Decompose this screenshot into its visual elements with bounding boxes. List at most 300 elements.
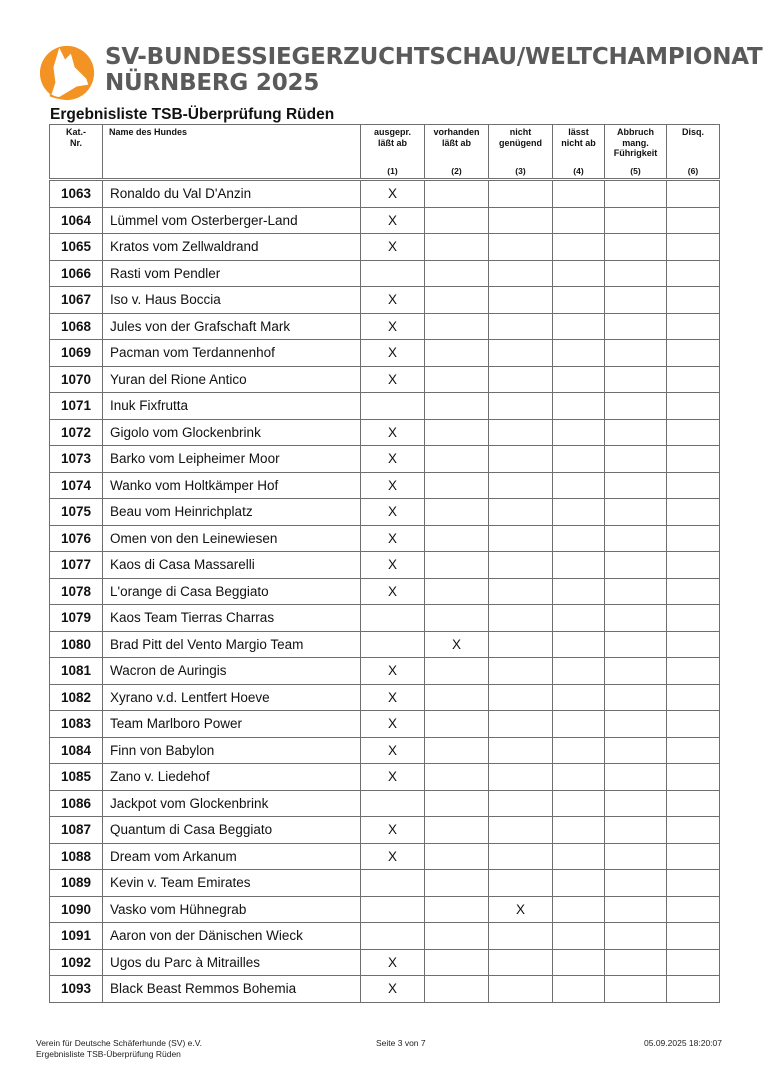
result-cell-6 (667, 631, 720, 658)
result-cell-5 (605, 313, 667, 340)
result-cell-6 (667, 446, 720, 473)
result-cell-2 (425, 578, 489, 605)
table-row (50, 817, 720, 844)
column-header-5 (553, 125, 605, 180)
dog-name: Ugos du Parc à Mitrailles (103, 949, 361, 976)
result-cell-2 (425, 817, 489, 844)
result-cell-6 (667, 393, 720, 420)
result-cell-6 (667, 340, 720, 367)
dog-name: Vasko vom Hühnegrab (103, 896, 361, 923)
sv-logo-icon (38, 44, 96, 102)
result-cell-3 (489, 817, 553, 844)
result-cell-5 (605, 525, 667, 552)
result-cell-6 (667, 949, 720, 976)
column-header-number: (5) (630, 166, 641, 176)
table-body (50, 180, 720, 1003)
result-cell-4 (553, 684, 605, 711)
column-header-label: Kat.- Nr. (66, 127, 86, 148)
result-cell-4 (553, 552, 605, 579)
dog-name: Aaron von der Dänischen Wieck (103, 923, 361, 950)
column-header-number: (1) (387, 166, 398, 176)
result-cell-3 (489, 180, 553, 208)
catalog-number: 1081 (50, 658, 103, 685)
table-row (50, 949, 720, 976)
result-cell-4 (553, 340, 605, 367)
table-row (50, 843, 720, 870)
dog-name: Ronaldo du Val D'Anzin (103, 180, 361, 208)
table-row (50, 472, 720, 499)
result-cell-6 (667, 737, 720, 764)
result-cell-4 (553, 976, 605, 1003)
dog-name: Pacman vom Terdannenhof (103, 340, 361, 367)
table-row (50, 313, 720, 340)
result-cell-6 (667, 711, 720, 738)
table-row (50, 976, 720, 1003)
result-cell-6 (667, 843, 720, 870)
result-cell-1: X (361, 578, 425, 605)
result-cell-4 (553, 499, 605, 526)
result-cell-4 (553, 711, 605, 738)
result-cell-3 (489, 419, 553, 446)
table-row (50, 525, 720, 552)
table-row (50, 764, 720, 791)
result-cell-6 (667, 525, 720, 552)
result-cell-1: X (361, 207, 425, 234)
table-row (50, 234, 720, 261)
column-header-2 (361, 125, 425, 180)
result-cell-6 (667, 313, 720, 340)
table-row (50, 896, 720, 923)
result-cell-5 (605, 287, 667, 314)
dog-name: Barko vom Leipheimer Moor (103, 446, 361, 473)
column-header-number: (6) (687, 166, 699, 176)
result-cell-2 (425, 949, 489, 976)
result-cell-6 (667, 287, 720, 314)
result-cell-3 (489, 870, 553, 897)
catalog-number: 1090 (50, 896, 103, 923)
dog-name: Black Beast Remmos Bohemia (103, 976, 361, 1003)
result-cell-2 (425, 896, 489, 923)
result-cell-2: X (425, 631, 489, 658)
result-cell-5 (605, 976, 667, 1003)
footer-datetime: 05.09.2025 18:20:07 (644, 1038, 722, 1048)
result-cell-4 (553, 525, 605, 552)
result-cell-2 (425, 711, 489, 738)
catalog-number: 1072 (50, 419, 103, 446)
catalog-number: 1087 (50, 817, 103, 844)
result-cell-4 (553, 366, 605, 393)
dog-name: Wacron de Auringis (103, 658, 361, 685)
result-cell-3 (489, 684, 553, 711)
result-cell-2 (425, 366, 489, 393)
result-cell-2 (425, 446, 489, 473)
table-row (50, 446, 720, 473)
result-cell-3 (489, 287, 553, 314)
result-cell-1: X (361, 949, 425, 976)
catalog-number: 1089 (50, 870, 103, 897)
result-cell-1: X (361, 446, 425, 473)
catalog-number: 1086 (50, 790, 103, 817)
table-row (50, 393, 720, 420)
result-cell-4 (553, 472, 605, 499)
dog-name: Kaos Team Tierras Charras (103, 605, 361, 632)
result-cell-5 (605, 552, 667, 579)
table-row (50, 631, 720, 658)
result-cell-1 (361, 393, 425, 420)
result-cell-5 (605, 393, 667, 420)
dog-name: L'orange di Casa Beggiato (103, 578, 361, 605)
result-cell-4 (553, 313, 605, 340)
catalog-number: 1088 (50, 843, 103, 870)
dog-name: Wanko vom Holtkämper Hof (103, 472, 361, 499)
table-row (50, 711, 720, 738)
table-row (50, 552, 720, 579)
result-cell-3 (489, 976, 553, 1003)
column-header-label: Name des Hundes (109, 127, 188, 137)
result-cell-5 (605, 711, 667, 738)
result-cell-2 (425, 499, 489, 526)
result-cell-5 (605, 499, 667, 526)
result-cell-6 (667, 764, 720, 791)
catalog-number: 1067 (50, 287, 103, 314)
result-cell-1 (361, 870, 425, 897)
result-cell-1 (361, 631, 425, 658)
event-title (105, 44, 763, 96)
result-cell-2 (425, 976, 489, 1003)
catalog-number: 1080 (50, 631, 103, 658)
result-cell-2 (425, 287, 489, 314)
table-row (50, 366, 720, 393)
column-header-6 (605, 125, 667, 180)
result-cell-3 (489, 207, 553, 234)
result-cell-2 (425, 419, 489, 446)
result-cell-5 (605, 578, 667, 605)
result-cell-3: X (489, 896, 553, 923)
table-row (50, 737, 720, 764)
result-cell-3 (489, 393, 553, 420)
result-cell-3 (489, 790, 553, 817)
result-cell-6 (667, 499, 720, 526)
result-cell-4 (553, 923, 605, 950)
table-row (50, 578, 720, 605)
result-cell-4 (553, 631, 605, 658)
dog-name: Omen von den Leinewiesen (103, 525, 361, 552)
table-row (50, 207, 720, 234)
table-row (50, 499, 720, 526)
result-cell-2 (425, 525, 489, 552)
result-cell-5 (605, 340, 667, 367)
result-cell-6 (667, 472, 720, 499)
result-cell-1: X (361, 525, 425, 552)
result-cell-1: X (361, 843, 425, 870)
result-cell-1: X (361, 711, 425, 738)
result-cell-3 (489, 764, 553, 791)
catalog-number: 1083 (50, 711, 103, 738)
catalog-number: 1078 (50, 578, 103, 605)
result-cell-1 (361, 260, 425, 287)
result-cell-2 (425, 340, 489, 367)
catalog-number: 1084 (50, 737, 103, 764)
result-cell-6 (667, 605, 720, 632)
result-cell-1: X (361, 737, 425, 764)
result-cell-5 (605, 446, 667, 473)
result-cell-1: X (361, 472, 425, 499)
result-cell-3 (489, 340, 553, 367)
footer-org: Verein für Deutsche Schäferhunde (SV) e.V. (36, 1038, 203, 1048)
result-cell-2 (425, 684, 489, 711)
result-cell-1: X (361, 552, 425, 579)
result-cell-2 (425, 313, 489, 340)
result-cell-3 (489, 658, 553, 685)
result-cell-1: X (361, 817, 425, 844)
result-cell-5 (605, 631, 667, 658)
result-cell-5 (605, 260, 667, 287)
results-table (49, 124, 720, 1003)
result-cell-6 (667, 180, 720, 208)
result-cell-3 (489, 472, 553, 499)
result-cell-5 (605, 472, 667, 499)
result-cell-5 (605, 737, 667, 764)
table-row (50, 419, 720, 446)
column-header-label: nicht genügend (499, 127, 542, 148)
dog-name: Iso v. Haus Boccia (103, 287, 361, 314)
result-cell-3 (489, 843, 553, 870)
result-cell-1: X (361, 419, 425, 446)
result-cell-1: X (361, 684, 425, 711)
result-cell-3 (489, 366, 553, 393)
dog-name: Dream vom Arkanum (103, 843, 361, 870)
result-cell-6 (667, 976, 720, 1003)
result-cell-6 (667, 870, 720, 897)
column-header-label: lässt nicht ab (561, 127, 596, 148)
table-row (50, 790, 720, 817)
dog-name: Zano v. Liedehof (103, 764, 361, 791)
result-cell-2 (425, 843, 489, 870)
result-cell-4 (553, 180, 605, 208)
result-cell-1: X (361, 499, 425, 526)
result-cell-5 (605, 684, 667, 711)
result-cell-2 (425, 207, 489, 234)
result-cell-2 (425, 790, 489, 817)
dog-name: Yuran del Rione Antico (103, 366, 361, 393)
table-row (50, 605, 720, 632)
result-cell-5 (605, 896, 667, 923)
catalog-number: 1071 (50, 393, 103, 420)
result-cell-4 (553, 446, 605, 473)
result-cell-5 (605, 870, 667, 897)
catalog-number: 1063 (50, 180, 103, 208)
result-cell-1: X (361, 340, 425, 367)
dog-name: Beau vom Heinrichplatz (103, 499, 361, 526)
table-row (50, 287, 720, 314)
result-cell-5 (605, 605, 667, 632)
result-cell-4 (553, 949, 605, 976)
result-cell-2 (425, 472, 489, 499)
table-row (50, 260, 720, 287)
result-cell-2 (425, 870, 489, 897)
result-cell-3 (489, 605, 553, 632)
result-cell-1: X (361, 180, 425, 208)
result-cell-6 (667, 790, 720, 817)
result-cell-3 (489, 234, 553, 261)
result-cell-3 (489, 525, 553, 552)
catalog-number: 1077 (50, 552, 103, 579)
result-cell-1: X (361, 234, 425, 261)
result-cell-5 (605, 366, 667, 393)
result-cell-3 (489, 313, 553, 340)
result-cell-5 (605, 764, 667, 791)
catalog-number: 1070 (50, 366, 103, 393)
result-cell-2 (425, 658, 489, 685)
result-cell-4 (553, 287, 605, 314)
result-cell-4 (553, 843, 605, 870)
result-cell-1: X (361, 287, 425, 314)
catalog-number: 1092 (50, 949, 103, 976)
column-header-label: Abbruch mang. Führigkeit (613, 127, 658, 158)
result-cell-6 (667, 366, 720, 393)
result-cell-2 (425, 393, 489, 420)
dog-name: Rasti vom Pendler (103, 260, 361, 287)
column-header-label: Disq. (681, 127, 704, 137)
table-row (50, 684, 720, 711)
catalog-number: 1073 (50, 446, 103, 473)
result-cell-6 (667, 658, 720, 685)
catalog-number: 1085 (50, 764, 103, 791)
result-cell-6 (667, 817, 720, 844)
dog-name: Finn von Babylon (103, 737, 361, 764)
result-cell-5 (605, 843, 667, 870)
result-cell-3 (489, 631, 553, 658)
catalog-number: 1082 (50, 684, 103, 711)
result-cell-2 (425, 737, 489, 764)
result-cell-4 (553, 764, 605, 791)
result-cell-6 (667, 684, 720, 711)
result-cell-5 (605, 949, 667, 976)
result-cell-4 (553, 393, 605, 420)
result-cell-4 (553, 234, 605, 261)
result-cell-1 (361, 790, 425, 817)
result-cell-6 (667, 234, 720, 261)
catalog-number: 1066 (50, 260, 103, 287)
result-cell-2 (425, 923, 489, 950)
result-cell-3 (489, 446, 553, 473)
dog-name: Brad Pitt del Vento Margio Team (103, 631, 361, 658)
result-cell-3 (489, 260, 553, 287)
result-cell-3 (489, 923, 553, 950)
result-cell-5 (605, 180, 667, 208)
result-cell-2 (425, 764, 489, 791)
result-cell-1: X (361, 764, 425, 791)
catalog-number: 1091 (50, 923, 103, 950)
footer-page: Seite 3 von 7 (376, 1038, 426, 1048)
dog-name: Lümmel vom Osterberger-Land (103, 207, 361, 234)
dog-name: Kevin v. Team Emirates (103, 870, 361, 897)
dog-name: Inuk Fixfrutta (103, 393, 361, 420)
result-cell-3 (489, 578, 553, 605)
result-cell-2 (425, 260, 489, 287)
result-cell-5 (605, 790, 667, 817)
column-header-4 (489, 125, 553, 180)
result-cell-1 (361, 605, 425, 632)
result-cell-2 (425, 605, 489, 632)
result-cell-3 (489, 737, 553, 764)
dog-name: Gigolo vom Glockenbrink (103, 419, 361, 446)
result-cell-4 (553, 658, 605, 685)
catalog-number: 1093 (50, 976, 103, 1003)
result-cell-4 (553, 737, 605, 764)
column-header-number: (3) (515, 166, 526, 176)
result-cell-4 (553, 419, 605, 446)
event-title-line2: NÜRNBERG 2025 (105, 70, 320, 96)
catalog-number: 1064 (50, 207, 103, 234)
column-header-1 (103, 125, 361, 180)
result-cell-6 (667, 207, 720, 234)
column-header-number: (2) (451, 166, 462, 176)
result-cell-1 (361, 923, 425, 950)
result-cell-6 (667, 578, 720, 605)
dog-name: Quantum di Casa Beggiato (103, 817, 361, 844)
dog-name: Team Marlboro Power (103, 711, 361, 738)
dog-name: Xyrano v.d. Lentfert Hoeve (103, 684, 361, 711)
result-cell-5 (605, 234, 667, 261)
list-subtitle: Ergebnisliste TSB-Überprüfung Rüden (50, 106, 335, 123)
result-cell-4 (553, 870, 605, 897)
result-cell-5 (605, 419, 667, 446)
column-header-label: vorhanden läßt ab (433, 127, 480, 148)
table-header-row (50, 125, 720, 180)
catalog-number: 1074 (50, 472, 103, 499)
table-row (50, 870, 720, 897)
result-cell-5 (605, 207, 667, 234)
dog-name: Jules von der Grafschaft Mark (103, 313, 361, 340)
catalog-number: 1065 (50, 234, 103, 261)
catalog-number: 1069 (50, 340, 103, 367)
result-cell-3 (489, 949, 553, 976)
result-cell-1: X (361, 313, 425, 340)
event-title-line1: SV-BUNDESSIEGERZUCHTSCHAU/WELTCHAMPIONAT (105, 44, 763, 70)
result-cell-4 (553, 817, 605, 844)
result-cell-6 (667, 923, 720, 950)
dog-name: Kratos vom Zellwaldrand (103, 234, 361, 261)
result-cell-1: X (361, 658, 425, 685)
result-cell-4 (553, 207, 605, 234)
result-cell-1 (361, 896, 425, 923)
result-cell-6 (667, 260, 720, 287)
result-cell-4 (553, 605, 605, 632)
result-cell-6 (667, 552, 720, 579)
table-row (50, 340, 720, 367)
result-cell-4 (553, 260, 605, 287)
table-row (50, 658, 720, 685)
column-header-label: ausgepr. läßt ab (373, 127, 411, 148)
result-cell-2 (425, 180, 489, 208)
column-header-3 (425, 125, 489, 180)
result-cell-2 (425, 552, 489, 579)
result-cell-6 (667, 419, 720, 446)
result-cell-4 (553, 578, 605, 605)
table-row (50, 923, 720, 950)
result-cell-6 (667, 896, 720, 923)
catalog-number: 1068 (50, 313, 103, 340)
result-cell-1: X (361, 366, 425, 393)
result-cell-5 (605, 817, 667, 844)
result-cell-5 (605, 658, 667, 685)
result-cell-5 (605, 923, 667, 950)
footer-doc: Ergebnisliste TSB-Überprüfung Rüden (36, 1049, 181, 1059)
result-cell-3 (489, 552, 553, 579)
column-header-number: (4) (573, 166, 584, 176)
catalog-number: 1076 (50, 525, 103, 552)
